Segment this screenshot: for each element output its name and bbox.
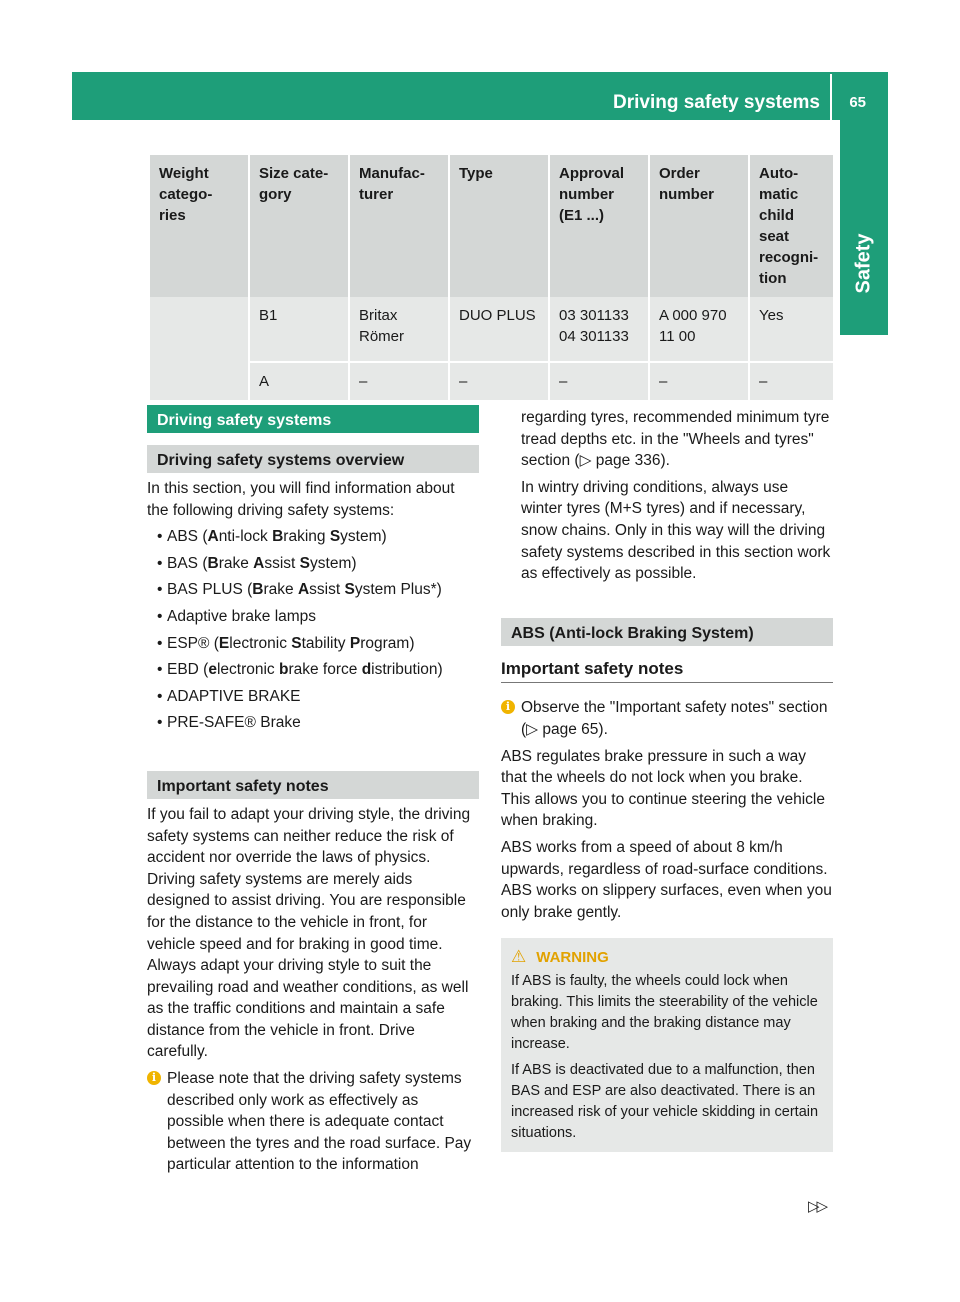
table-cell: Britax Römer bbox=[349, 297, 449, 362]
info-note bbox=[147, 1068, 479, 1176]
table-cell: A 000 970 11 00 bbox=[649, 297, 749, 362]
list-item: • ADAPTIVE BRAKE bbox=[157, 686, 479, 708]
info-icon: i bbox=[147, 1071, 161, 1085]
list-item: • Adaptive brake lamps bbox=[157, 606, 479, 628]
abs-paragraph: ABS regulates brake pressure in such a way that the wheels do not lock when you brake. This allows you to continue steering the vehicle when braking. bbox=[501, 747, 825, 830]
header-weight: Weight catego- ries bbox=[149, 155, 249, 297]
continue-icon: ▷▷ bbox=[808, 1198, 826, 1215]
running-title: Driving safety systems bbox=[613, 92, 820, 113]
warning-box bbox=[501, 938, 833, 1152]
important-title: Important safety notes bbox=[147, 771, 479, 799]
section-title: Driving safety systems bbox=[147, 405, 479, 433]
systems-list bbox=[147, 526, 479, 734]
important-text: If you fail to adapt your driving style, the driving safety systems can neither reduce the risk of accident nor override the laws of physics. Driving safety systems are merely aids designed to assist driving. You are responsible for the distance to the vehicle in front, for vehicle speed and for braking in good time. Always adapt your driving style to suit the prevailing road and weather conditions, as well as the traffic conditions and maintain a safe distance from the vehicle in front. Drive carefully. bbox=[147, 805, 471, 1061]
list-item: • EBD (electronic brake force distribution) bbox=[157, 659, 479, 681]
abs-notes-title: Important safety notes bbox=[501, 658, 833, 684]
chapter-tab-label: Safety bbox=[852, 233, 875, 294]
table-cell: – bbox=[449, 362, 549, 400]
warning-text: If ABS is faulty, the wheels could lock when braking. This limits the steerability of the vehicle when braking and the braking distance may increase. bbox=[511, 973, 818, 1053]
list-item: • ESP® (Electronic Stability Program) bbox=[157, 633, 479, 655]
list-item: • BAS PLUS (Brake Assist System Plus*) bbox=[157, 579, 479, 601]
header-auto-recognition: Auto- matic child seat recogni- tion bbox=[749, 155, 833, 297]
list-item: • BAS (Brake Assist System) bbox=[157, 553, 479, 575]
overview-title: Driving safety systems overview bbox=[147, 445, 479, 473]
info-note bbox=[501, 697, 833, 740]
warning-text: If ABS is deactivated due to a malfunction, then BAS and ESP are also deactivated. There is an increased risk of your vehicle skidding in certain situations. bbox=[511, 1062, 819, 1142]
header-type: Type bbox=[449, 155, 549, 297]
winter-text: In wintry driving conditions, always use winter tyres (M+S tyres) and if necessary, snow chains. Only in this way will the driving safety systems described in this section work as effectively as possible. bbox=[521, 478, 831, 583]
table-cell: 03 301133 04 301133 bbox=[549, 297, 649, 362]
weight-cell bbox=[149, 297, 249, 400]
header-divider bbox=[830, 74, 832, 120]
table-row bbox=[149, 297, 833, 362]
abs-title: ABS (Anti-lock Braking System) bbox=[501, 618, 833, 646]
list-item: • PRE-SAFE® Brake bbox=[157, 712, 479, 734]
table-cell: – bbox=[349, 362, 449, 400]
warning-icon: ⚠ bbox=[511, 947, 527, 967]
overview-intro: In this section, you will find information about the following driving safety systems: bbox=[147, 480, 455, 519]
left-column bbox=[147, 405, 479, 1181]
header-order: Order number bbox=[649, 155, 749, 297]
table-cell: – bbox=[649, 362, 749, 400]
table-header-row bbox=[149, 155, 833, 297]
continued-text: regarding tyres, recommended minimum tyre tread depths etc. in the "Wheels and tyres" section (▷ page 336). bbox=[521, 409, 830, 470]
page-number: 65 bbox=[849, 94, 866, 111]
info-note-text: Observe the "Important safety notes" section (▷ page 65). bbox=[521, 699, 828, 738]
info-note-text: Please note that the driving safety systems described only work as effectively as possible when there is adequate contact between the tyres and the road surface. Pay particular attention to the information bbox=[167, 1070, 472, 1174]
table-cell: – bbox=[549, 362, 649, 400]
table-cell: – bbox=[749, 362, 833, 400]
header-size-category: Size cate- gory bbox=[249, 155, 349, 297]
warning-title: ⚠ WARNING bbox=[511, 947, 609, 967]
header-bar bbox=[72, 72, 888, 120]
right-column bbox=[501, 407, 833, 1152]
table-cell: Yes bbox=[749, 297, 833, 362]
child-seat-table bbox=[148, 155, 833, 400]
chapter-tab[interactable] bbox=[840, 120, 888, 335]
list-item: • ABS (Anti-lock Braking System) bbox=[157, 526, 479, 548]
table-row bbox=[149, 362, 833, 400]
header-approval: Approval number (E1 ...) bbox=[549, 155, 649, 297]
table-cell: A bbox=[249, 362, 349, 400]
table-cell: B1 bbox=[249, 297, 349, 362]
header-manufacturer: Manufac- turer bbox=[349, 155, 449, 297]
info-icon: i bbox=[501, 700, 515, 714]
abs-paragraph: ABS works from a speed of about 8 km/h upwards, regardless of road-surface conditions. ABS works on slippery surfaces, even when you only brake gently. bbox=[501, 838, 832, 921]
table-cell: DUO PLUS bbox=[449, 297, 549, 362]
